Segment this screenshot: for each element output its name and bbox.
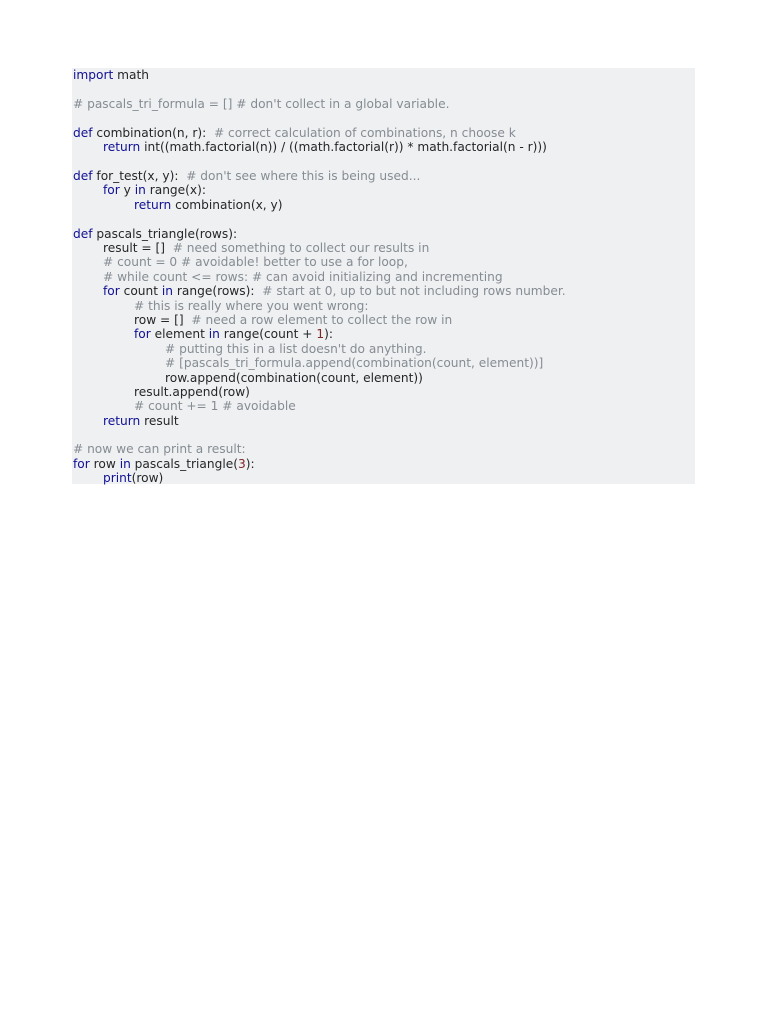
- code-comment: # while count <= rows: # can avoid initializing and incrementing: [103, 269, 503, 284]
- code-text: for_test(x, y):: [92, 169, 187, 184]
- code-keyword: print: [103, 471, 132, 486]
- code-line: [72, 428, 695, 442]
- code-line: [72, 198, 695, 212]
- code-comment: # correct calculation of combinations, n choose k: [213, 125, 516, 140]
- code-number: 1: [316, 327, 325, 342]
- code-keyword: for: [73, 456, 90, 471]
- code-line: [72, 212, 695, 226]
- code-keyword: def: [73, 226, 93, 241]
- code-comment: # don't see where this is being used...: [186, 169, 421, 184]
- code-line: [72, 442, 695, 456]
- code-text: row: [89, 456, 120, 471]
- code-keyword: return: [103, 140, 141, 155]
- code-text: combination(n, r):: [92, 125, 214, 140]
- code-keyword: for: [134, 327, 151, 342]
- code-line: [72, 183, 695, 197]
- code-line: [72, 227, 695, 241]
- code-number: 3: [237, 456, 246, 471]
- code-text: pascals_triangle(: [130, 456, 238, 471]
- code-line: [72, 140, 695, 154]
- code-line: [72, 299, 695, 313]
- code-text: math: [113, 68, 149, 83]
- code-text: y: [119, 183, 135, 198]
- code-line: [72, 169, 695, 183]
- code-text: combination(x, y): [171, 197, 283, 212]
- code-comment: # count += 1 # avoidable: [134, 399, 296, 414]
- code-keyword: def: [73, 169, 93, 184]
- code-line: [72, 356, 695, 370]
- code-comment: # need a row element to collect the row in: [191, 312, 453, 327]
- code-comment: # now we can print a result:: [73, 442, 246, 457]
- code-line: [72, 284, 695, 298]
- code-line: [72, 111, 695, 125]
- code-keyword: for: [103, 183, 120, 198]
- code-keyword: for: [103, 284, 120, 299]
- code-text: range(rows):: [173, 284, 263, 299]
- code-keyword: in: [134, 183, 146, 198]
- code-text: int((math.factorial(n)) / ((math.factorial(r)) * math.factorial(n - r))): [140, 140, 547, 155]
- code-line: [72, 313, 695, 327]
- code-line: [72, 371, 695, 385]
- code-keyword: return: [103, 413, 141, 428]
- code-comment: # pascals_tri_formula = [] # don't collect in a global variable.: [73, 97, 450, 112]
- code-keyword: in: [161, 284, 174, 299]
- code-line: [72, 126, 695, 140]
- code-text: count: [119, 284, 162, 299]
- code-line: [72, 399, 695, 413]
- code-block: [72, 68, 695, 484]
- code-keyword: in: [208, 327, 220, 342]
- code-keyword: def: [73, 125, 93, 140]
- code-line: [72, 270, 695, 284]
- code-keyword: import: [73, 68, 114, 83]
- code-line: [72, 97, 695, 111]
- code-line: [72, 327, 695, 341]
- code-comment: # count = 0 # avoidable! better to use a for loop,: [103, 255, 408, 270]
- code-text: range(count +: [219, 327, 317, 342]
- code-text: ):: [324, 327, 333, 342]
- code-comment: # start at 0, up to but not including rows number.: [262, 284, 566, 299]
- code-comment: # putting this in a list doesn't do anything.: [165, 341, 427, 356]
- code-line: [72, 471, 695, 485]
- code-text: pascals_triangle(rows):: [92, 226, 238, 241]
- code-text: result = []: [103, 240, 173, 255]
- code-keyword: return: [134, 197, 172, 212]
- code-comment: # [pascals_tri_formula.append(combination(count, element))]: [165, 356, 544, 371]
- code-text: row.append(combination(count, element)): [165, 370, 423, 385]
- code-text: range(x):: [145, 183, 206, 198]
- code-text: result: [140, 413, 179, 428]
- code-line: [72, 457, 695, 471]
- code-comment: # this is really where you went wrong:: [134, 298, 369, 313]
- code-comment: # need something to collect our results in: [172, 240, 430, 255]
- code-line: [72, 255, 695, 269]
- code-line: [72, 414, 695, 428]
- code-text: result.append(row): [134, 384, 250, 399]
- code-line: [72, 385, 695, 399]
- code-line: [72, 342, 695, 356]
- code-text: row = []: [134, 312, 192, 327]
- code-line: [72, 83, 695, 97]
- code-line: [72, 68, 695, 82]
- code-line: [72, 241, 695, 255]
- code-text: element: [150, 327, 209, 342]
- code-line: [72, 155, 695, 169]
- code-text: ):: [245, 456, 255, 471]
- code-keyword: in: [119, 456, 131, 471]
- code-text: (row): [131, 471, 164, 486]
